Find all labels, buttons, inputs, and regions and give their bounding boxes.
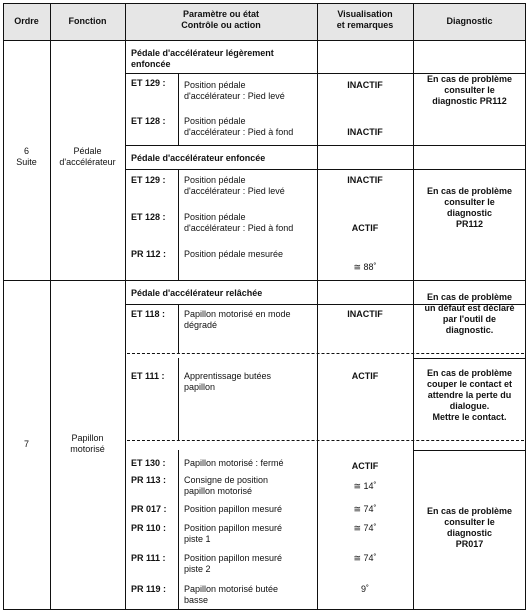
param-description: papillon motorisé [184, 486, 253, 496]
param-description: Position papillon mesuré [184, 504, 283, 514]
diagnostic-text: diagnostic. [445, 325, 494, 335]
param-description: papillon [184, 382, 216, 392]
param-description: dégradé [184, 320, 218, 330]
section-title: Pédale d'accélérateur enfoncée [131, 153, 266, 163]
row6-fonction-line1: Pédale [73, 146, 102, 156]
param-description: Position pédale mesurée [184, 249, 284, 259]
diag-top-divider [413, 450, 526, 451]
param-code: PR 119 : [131, 584, 167, 594]
param-description: Position papillon mesuré [184, 553, 283, 563]
param-code: ET 118 : [131, 309, 166, 319]
diagnostic-text: diagnostic [446, 528, 492, 538]
header-visu-line2: et remarques [336, 20, 394, 30]
code-divider [178, 304, 179, 353]
diagnostic-text: attendre la perte du [427, 390, 512, 400]
row7-fonction-line1: Papillon [71, 433, 104, 443]
param-value: ≅ 74˚ [353, 523, 377, 533]
diag-top-divider [413, 358, 526, 359]
param-value: 9˚ [360, 584, 369, 594]
diagnostic-text: couper le contact et [426, 379, 513, 389]
code-divider [178, 169, 179, 280]
col-divider-parametre [317, 3, 318, 610]
diagnostic-text: un défaut est déclaré [424, 303, 515, 313]
header-ordre: Ordre [14, 16, 39, 26]
table-border-top [3, 3, 526, 4]
param-value: ≅ 88˚ [353, 262, 377, 272]
row6-ordre-line1: 6 [23, 146, 29, 156]
param-code: ET 129 : [131, 175, 166, 185]
diagnostic-text: PR017 [455, 539, 484, 549]
dashed-divider [127, 353, 524, 354]
param-description: piste 2 [184, 564, 211, 574]
section-divider [125, 169, 414, 170]
param-description: d'accélérateur : Pied levé [184, 91, 285, 101]
param-code: ET 129 : [131, 78, 166, 88]
param-description: Position pédale [184, 175, 246, 185]
param-description: Papillon motorisé butée [184, 584, 279, 594]
param-description: Papillon motorisé en mode [184, 309, 291, 319]
param-code: PR 017 : [131, 504, 167, 514]
param-code: PR 113 : [131, 475, 167, 485]
section-title: Pédale d'accélérateur relâchée [131, 288, 263, 298]
param-value: INACTIF [347, 127, 383, 137]
param-description: d'accélérateur : Pied à fond [184, 127, 294, 137]
diagnostic-text: consulter le [444, 197, 495, 207]
param-value: ACTIF [351, 223, 379, 233]
param-value: ≅ 74˚ [353, 553, 377, 563]
row6-ordre-line2: Suite [16, 157, 37, 167]
param-description: basse [184, 595, 209, 605]
diagnostic-text: diagnostic [446, 208, 492, 218]
param-value: ACTIF [351, 371, 379, 381]
row-divider [3, 280, 526, 281]
table-border-left [3, 3, 4, 610]
col-divider-ordre [50, 3, 51, 610]
code-divider [178, 73, 179, 145]
col-divider-fonction [125, 3, 126, 610]
param-code: PR 110 : [131, 523, 167, 533]
header-fonction: Fonction [68, 16, 107, 26]
param-code: ET 128 : [131, 212, 166, 222]
param-value: INACTIF [347, 309, 383, 319]
param-description: Position pédale [184, 212, 246, 222]
diagnostic-text: par l'outil de [442, 314, 497, 324]
row7-ordre: 7 [23, 439, 29, 449]
header-parametre-line2: Contrôle ou action [181, 20, 261, 30]
diagnostic-text: En cas de problème [426, 506, 513, 516]
diagnostic-text: consulter le [444, 517, 495, 527]
param-description: piste 1 [184, 534, 211, 544]
diagnostic-text: consulter le [444, 85, 495, 95]
row6-fonction-line2: d'accélérateur [59, 157, 116, 167]
header-visu-line1: Visualisation [337, 9, 393, 19]
section-divider [125, 73, 414, 74]
dashed-divider [127, 440, 524, 441]
param-code: ET 128 : [131, 116, 166, 126]
header-divider [3, 40, 526, 41]
row7-fonction-line2: motorisé [70, 444, 105, 454]
param-description: Position papillon mesuré [184, 523, 283, 533]
param-value: ACTIF [351, 461, 379, 471]
param-code: PR 112 : [131, 249, 167, 259]
diagnostic-text: En cas de problème [426, 186, 513, 196]
code-divider [178, 358, 179, 440]
param-description: Position pédale [184, 80, 246, 90]
diagnostic-text: PR112 [455, 219, 484, 229]
diagnostic-text: Mettre le contact. [432, 412, 507, 422]
section-divider [125, 145, 526, 146]
diagnostic-text: En cas de problème [426, 74, 513, 84]
header-parametre-line1: Paramètre ou état [182, 9, 260, 19]
param-description: Consigne de position [184, 475, 269, 485]
param-value: INACTIF [347, 80, 383, 90]
diagnostic-text: En cas de problème [426, 368, 513, 378]
table-border-bottom [3, 609, 526, 610]
param-code: PR 111 : [131, 553, 166, 563]
param-description: d'accélérateur : Pied levé [184, 186, 285, 196]
diagnostic-text: En cas de problème [426, 292, 513, 302]
param-description: Apprentissage butées [184, 371, 272, 381]
param-code: ET 130 : [131, 458, 166, 468]
param-description: Position pédale [184, 116, 246, 126]
section-title: Pédale d'accélérateur légèrement [131, 48, 274, 58]
header-diagnostic: Diagnostic [446, 16, 493, 26]
param-description: d'accélérateur : Pied à fond [184, 223, 294, 233]
param-code: ET 111 : [131, 371, 165, 381]
section-divider [125, 304, 414, 305]
param-value: INACTIF [347, 175, 383, 185]
diag-top-divider [413, 169, 526, 170]
section-title: enfoncée [131, 59, 171, 69]
param-value: ≅ 74˚ [353, 504, 377, 514]
code-divider [178, 450, 179, 610]
diagnostic-text: dialogue. [449, 401, 490, 411]
diagnostic-text: diagnostic PR112 [432, 96, 507, 106]
param-value: ≅ 14˚ [353, 481, 377, 491]
param-description: Papillon motorisé : fermé [184, 458, 284, 468]
